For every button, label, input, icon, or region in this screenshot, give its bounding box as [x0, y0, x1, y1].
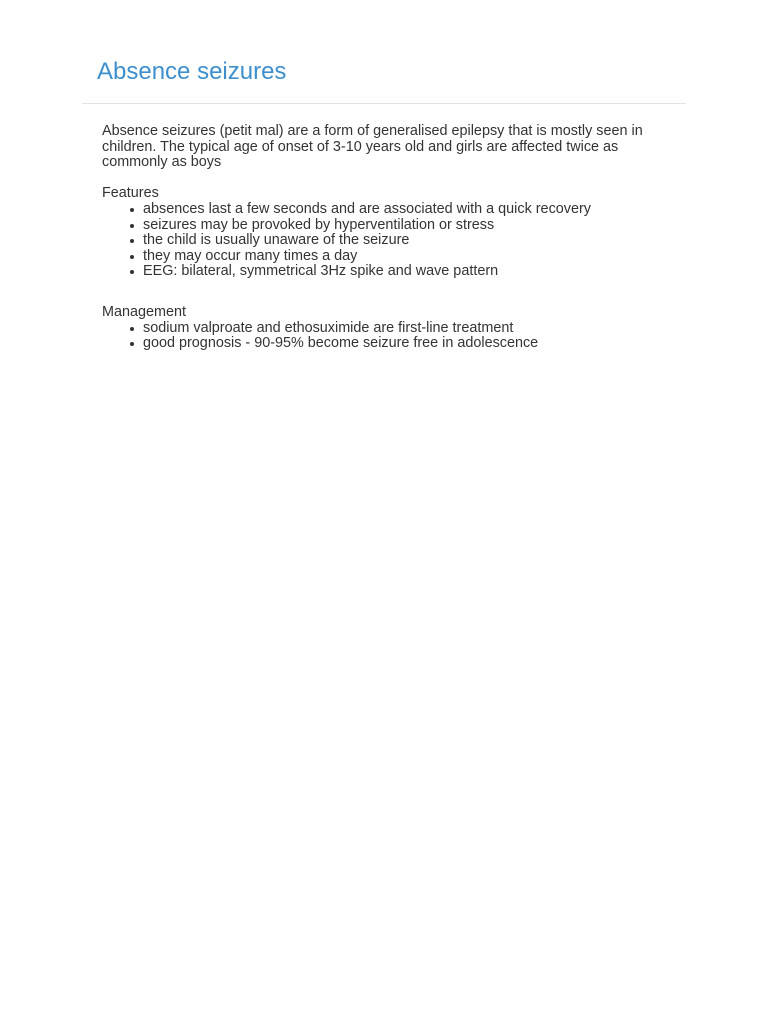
list-item: [143, 218, 670, 234]
list-item-text: the child is usually unaware of the seizure: [143, 232, 410, 249]
list-item-text: absences last a few seconds and are associated with a quick recovery: [143, 200, 591, 217]
bullet-icon: [130, 270, 134, 274]
list-item: [143, 202, 670, 218]
list-item-text: EEG: bilateral, symmetrical 3Hz spike and wave pattern: [143, 263, 499, 280]
bullet-icon: [130, 224, 134, 228]
list-item-text: they may occur many times a day: [143, 247, 358, 264]
management-heading: Management: [102, 303, 186, 320]
features-heading: Features: [102, 185, 159, 202]
list-item-text: sodium valproate and ethosuximide are first-line treatment: [143, 319, 514, 336]
bullet-icon: [130, 342, 134, 346]
page-title: Absence seizures: [97, 58, 287, 85]
intro-paragraph: Absence seizures (petit mal) are a form of generalised epilepsy that is mostly seen in children. The typical age of onset of 3-10 years old and girls are affected twice as commonly as boys: [102, 123, 643, 171]
bullet-icon: [130, 255, 134, 259]
article-body: [102, 124, 670, 352]
list-item-text: seizures may be provoked by hyperventilation or stress: [143, 216, 495, 233]
bullet-icon: [130, 239, 134, 243]
list-item: [143, 336, 670, 352]
list-item: [143, 264, 670, 280]
features-list: [102, 202, 670, 280]
bullet-icon: [130, 327, 134, 331]
list-item: [143, 321, 670, 337]
management-list: [102, 321, 670, 352]
list-item-text: good prognosis - 90-95% become seizure free in adolescence: [143, 335, 539, 352]
title-divider: [82, 103, 686, 104]
list-item: [143, 233, 670, 249]
list-item: [143, 249, 670, 265]
bullet-icon: [130, 208, 134, 212]
